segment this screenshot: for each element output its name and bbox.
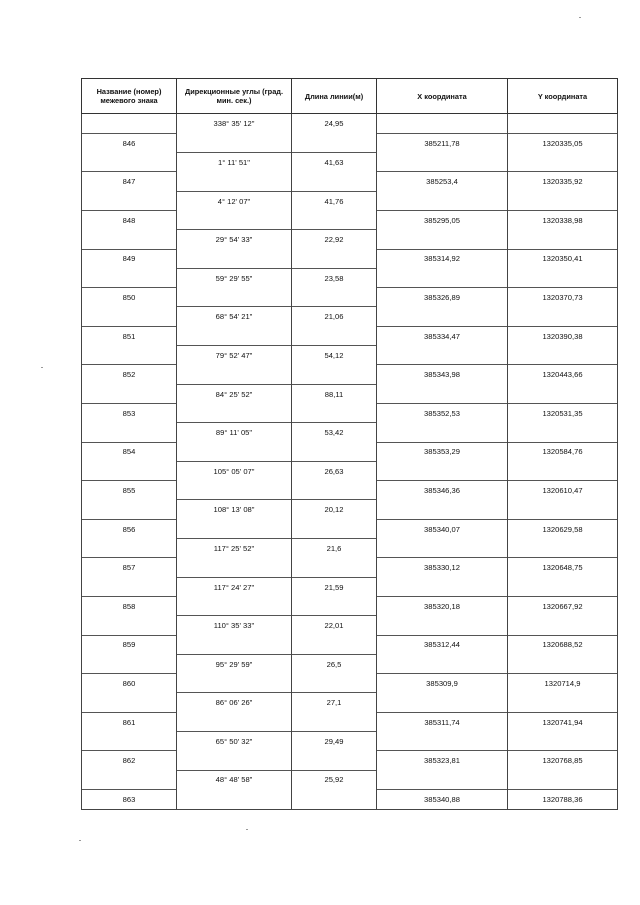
direction-angle-cell (177, 210, 292, 229)
line-length-cell: 21,06 (292, 307, 377, 326)
point-name-cell: 857 (82, 558, 177, 577)
y-coordinate-cell: 1320370,73 (508, 288, 618, 307)
direction-angle-cell: 48° 48' 58" (177, 770, 292, 789)
direction-angle-cell: 117° 24' 27" (177, 577, 292, 596)
y-coordinate-cell (508, 423, 618, 442)
table-row-segment (82, 346, 618, 365)
x-coordinate-cell: 385314,92 (377, 249, 508, 268)
point-name-cell: 851 (82, 326, 177, 345)
direction-angle-cell (177, 558, 292, 577)
point-name-cell (82, 539, 177, 558)
x-coordinate-cell: 385330,12 (377, 558, 508, 577)
y-coordinate-cell (508, 539, 618, 558)
table-row-point (82, 674, 618, 693)
line-length-cell (292, 288, 377, 307)
line-length-cell (292, 133, 377, 152)
line-length-cell: 26,5 (292, 654, 377, 673)
point-name-cell (82, 500, 177, 519)
scan-speck (41, 367, 43, 368)
table-row-segment (82, 384, 618, 403)
y-coordinate-cell (508, 153, 618, 172)
y-coordinate-cell: 1320335,92 (508, 172, 618, 191)
direction-angle-cell (177, 288, 292, 307)
y-coordinate-cell (508, 268, 618, 287)
line-length-cell (292, 519, 377, 538)
point-name-cell: 847 (82, 172, 177, 191)
point-name-cell (82, 616, 177, 635)
x-coordinate-cell: 385312,44 (377, 635, 508, 654)
y-coordinate-cell: 1320714,9 (508, 674, 618, 693)
table-row-segment (82, 577, 618, 596)
y-coordinate-cell (508, 500, 618, 519)
direction-angle-cell: 4° 12' 07" (177, 191, 292, 210)
y-coordinate-cell (508, 770, 618, 789)
table-row-segment (82, 307, 618, 326)
direction-angle-cell (177, 249, 292, 268)
direction-angle-cell (177, 133, 292, 152)
y-coordinate-cell (508, 732, 618, 751)
line-length-cell (292, 712, 377, 731)
direction-angle-cell: 89° 11' 05" (177, 423, 292, 442)
point-name-cell: 852 (82, 365, 177, 384)
y-coordinate-cell (508, 616, 618, 635)
table-row-point (82, 635, 618, 654)
direction-angle-cell: 110° 35' 33" (177, 616, 292, 635)
point-name-cell (82, 230, 177, 249)
point-name-cell: 855 (82, 481, 177, 500)
line-length-cell: 54,12 (292, 346, 377, 365)
y-coordinate-cell (508, 693, 618, 712)
x-coordinate-cell (377, 616, 508, 635)
direction-angle-cell: 84° 25' 52" (177, 384, 292, 403)
point-name-cell: 862 (82, 751, 177, 770)
line-length-cell (292, 210, 377, 229)
point-name-cell: 846 (82, 133, 177, 152)
direction-angle-cell: 1° 11' 51" (177, 153, 292, 172)
header-direction-angles: Дирекционные углы (град. мин. сек.) (177, 79, 292, 114)
line-length-cell (292, 326, 377, 345)
line-length-cell (292, 403, 377, 422)
direction-angle-cell: 86° 06' 26" (177, 693, 292, 712)
point-name-cell (82, 423, 177, 442)
table-row-point (82, 558, 618, 577)
table-row-segment (82, 423, 618, 442)
table-row-point (82, 789, 618, 809)
line-length-cell (292, 442, 377, 461)
y-coordinate-cell (508, 191, 618, 210)
y-coordinate-cell (508, 114, 618, 134)
table-row-point (82, 712, 618, 731)
direction-angle-cell (177, 442, 292, 461)
direction-angle-cell: 95° 29' 59" (177, 654, 292, 673)
header-line-length: Длина линии(м) (292, 79, 377, 114)
line-length-cell: 41,63 (292, 153, 377, 172)
line-length-cell: 27,1 (292, 693, 377, 712)
table-row-point (82, 365, 618, 384)
table-row-point (82, 481, 618, 500)
line-length-cell: 23,58 (292, 268, 377, 287)
y-coordinate-cell: 1320629,58 (508, 519, 618, 538)
y-coordinate-cell: 1320443,66 (508, 365, 618, 384)
direction-angle-cell: 338° 35' 12" (177, 114, 292, 134)
point-name-cell: 853 (82, 403, 177, 422)
point-name-cell: 856 (82, 519, 177, 538)
table-row-segment (82, 693, 618, 712)
table-row-point (82, 172, 618, 191)
direction-angle-cell (177, 481, 292, 500)
x-coordinate-cell: 385326,89 (377, 288, 508, 307)
line-length-cell: 26,63 (292, 461, 377, 480)
table-row-point (82, 133, 618, 152)
direction-angle-cell (177, 403, 292, 422)
direction-angle-cell (177, 596, 292, 615)
x-coordinate-cell (377, 230, 508, 249)
point-name-cell (82, 654, 177, 673)
point-name-cell: 849 (82, 249, 177, 268)
point-name-cell (82, 268, 177, 287)
direction-angle-cell: 79° 52' 47" (177, 346, 292, 365)
x-coordinate-cell (377, 577, 508, 596)
point-name-cell: 854 (82, 442, 177, 461)
table-row-point (82, 288, 618, 307)
point-name-cell: 858 (82, 596, 177, 615)
table-row-segment (82, 191, 618, 210)
y-coordinate-cell: 1320768,85 (508, 751, 618, 770)
direction-angle-cell (177, 326, 292, 345)
direction-angle-cell (177, 519, 292, 538)
y-coordinate-cell (508, 577, 618, 596)
line-length-cell: 29,49 (292, 732, 377, 751)
x-coordinate-cell (377, 346, 508, 365)
y-coordinate-cell: 1320338,98 (508, 210, 618, 229)
point-name-cell (82, 114, 177, 134)
point-name-cell (82, 191, 177, 210)
x-coordinate-cell: 385211,78 (377, 133, 508, 152)
point-name-cell: 850 (82, 288, 177, 307)
direction-angle-cell (177, 172, 292, 191)
x-coordinate-cell (377, 654, 508, 673)
point-name-cell (82, 693, 177, 712)
scan-speck (579, 17, 581, 18)
x-coordinate-cell: 385295,05 (377, 210, 508, 229)
y-coordinate-cell: 1320741,94 (508, 712, 618, 731)
y-coordinate-cell: 1320350,41 (508, 249, 618, 268)
line-length-cell: 24,95 (292, 114, 377, 134)
x-coordinate-cell: 385346,36 (377, 481, 508, 500)
line-length-cell (292, 789, 377, 809)
point-name-cell: 863 (82, 789, 177, 809)
point-name-cell: 859 (82, 635, 177, 654)
x-coordinate-cell (377, 693, 508, 712)
table-row-segment (82, 770, 618, 789)
point-name-cell (82, 346, 177, 365)
line-length-cell (292, 481, 377, 500)
x-coordinate-cell (377, 423, 508, 442)
x-coordinate-cell (377, 500, 508, 519)
y-coordinate-cell: 1320688,52 (508, 635, 618, 654)
table-row-segment (82, 114, 618, 134)
table-row-point (82, 403, 618, 422)
line-length-cell: 88,11 (292, 384, 377, 403)
point-name-cell: 848 (82, 210, 177, 229)
table-row-segment (82, 732, 618, 751)
line-length-cell (292, 751, 377, 770)
direction-angle-cell: 105° 05' 07" (177, 461, 292, 480)
point-name-cell (82, 577, 177, 596)
line-length-cell (292, 172, 377, 191)
y-coordinate-cell: 1320610,47 (508, 481, 618, 500)
table-row-segment (82, 654, 618, 673)
table-row-point (82, 249, 618, 268)
table-row-segment (82, 461, 618, 480)
direction-angle-cell: 68° 54' 21" (177, 307, 292, 326)
point-name-cell (82, 307, 177, 326)
x-coordinate-cell: 385340,88 (377, 789, 508, 809)
point-name-cell (82, 384, 177, 403)
y-coordinate-cell: 1320390,38 (508, 326, 618, 345)
x-coordinate-cell (377, 770, 508, 789)
line-length-cell: 21,59 (292, 577, 377, 596)
scan-speck (246, 829, 248, 830)
y-coordinate-cell: 1320667,92 (508, 596, 618, 615)
x-coordinate-cell: 385334,47 (377, 326, 508, 345)
table-row-point (82, 326, 618, 345)
line-length-cell: 22,92 (292, 230, 377, 249)
x-coordinate-cell (377, 153, 508, 172)
y-coordinate-cell: 1320788,36 (508, 789, 618, 809)
direction-angle-cell: 117° 25' 52" (177, 539, 292, 558)
y-coordinate-cell (508, 230, 618, 249)
table-row-point (82, 210, 618, 229)
table-row-segment (82, 230, 618, 249)
table-header-row (82, 79, 618, 114)
direction-angle-cell (177, 712, 292, 731)
line-length-cell: 25,92 (292, 770, 377, 789)
point-name-cell: 860 (82, 674, 177, 693)
x-coordinate-cell (377, 191, 508, 210)
boundary-points-table (81, 78, 618, 810)
table-row-point (82, 442, 618, 461)
table-row-segment (82, 153, 618, 172)
x-coordinate-cell: 385353,29 (377, 442, 508, 461)
direction-angle-cell: 29° 54' 33" (177, 230, 292, 249)
direction-angle-cell (177, 635, 292, 654)
x-coordinate-cell (377, 539, 508, 558)
line-length-cell (292, 635, 377, 654)
point-name-cell (82, 770, 177, 789)
x-coordinate-cell: 385323,81 (377, 751, 508, 770)
direction-angle-cell (177, 751, 292, 770)
x-coordinate-cell: 385352,53 (377, 403, 508, 422)
direction-angle-cell (177, 365, 292, 384)
table-row-point (82, 596, 618, 615)
line-length-cell: 41,76 (292, 191, 377, 210)
y-coordinate-cell: 1320584,76 (508, 442, 618, 461)
point-name-cell (82, 461, 177, 480)
direction-angle-cell: 59° 29' 55" (177, 268, 292, 287)
x-coordinate-cell (377, 732, 508, 751)
table-row-point (82, 519, 618, 538)
line-length-cell (292, 365, 377, 384)
line-length-cell (292, 249, 377, 268)
x-coordinate-cell: 385320,18 (377, 596, 508, 615)
line-length-cell (292, 674, 377, 693)
header-point-name: Название (номер) межевого знака (82, 79, 177, 114)
direction-angle-cell (177, 789, 292, 809)
direction-angle-cell: 108° 13' 08" (177, 500, 292, 519)
line-length-cell (292, 596, 377, 615)
line-length-cell (292, 558, 377, 577)
x-coordinate-cell: 385253,4 (377, 172, 508, 191)
header-y-coordinate: Y координата (508, 79, 618, 114)
point-name-cell (82, 732, 177, 751)
line-length-cell: 53,42 (292, 423, 377, 442)
y-coordinate-cell: 1320648,75 (508, 558, 618, 577)
y-coordinate-cell (508, 461, 618, 480)
x-coordinate-cell (377, 461, 508, 480)
scan-speck (79, 840, 81, 841)
point-name-cell (82, 153, 177, 172)
x-coordinate-cell (377, 268, 508, 287)
direction-angle-cell (177, 674, 292, 693)
header-x-coordinate: X координата (377, 79, 508, 114)
y-coordinate-cell (508, 307, 618, 326)
x-coordinate-cell: 385343,98 (377, 365, 508, 384)
y-coordinate-cell: 1320531,35 (508, 403, 618, 422)
x-coordinate-cell: 385340,07 (377, 519, 508, 538)
x-coordinate-cell: 385309,9 (377, 674, 508, 693)
y-coordinate-cell: 1320335,05 (508, 133, 618, 152)
point-name-cell: 861 (82, 712, 177, 731)
y-coordinate-cell (508, 384, 618, 403)
line-length-cell: 20,12 (292, 500, 377, 519)
x-coordinate-cell: 385311,74 (377, 712, 508, 731)
table-row-point (82, 751, 618, 770)
table-row-segment (82, 616, 618, 635)
table-body (82, 114, 618, 810)
direction-angle-cell: 65° 50' 32" (177, 732, 292, 751)
table-row-segment (82, 268, 618, 287)
x-coordinate-cell (377, 307, 508, 326)
x-coordinate-cell (377, 384, 508, 403)
y-coordinate-cell (508, 654, 618, 673)
line-length-cell: 21,6 (292, 539, 377, 558)
line-length-cell: 22,01 (292, 616, 377, 635)
table-row-segment (82, 500, 618, 519)
y-coordinate-cell (508, 346, 618, 365)
table-row-segment (82, 539, 618, 558)
x-coordinate-cell (377, 114, 508, 134)
